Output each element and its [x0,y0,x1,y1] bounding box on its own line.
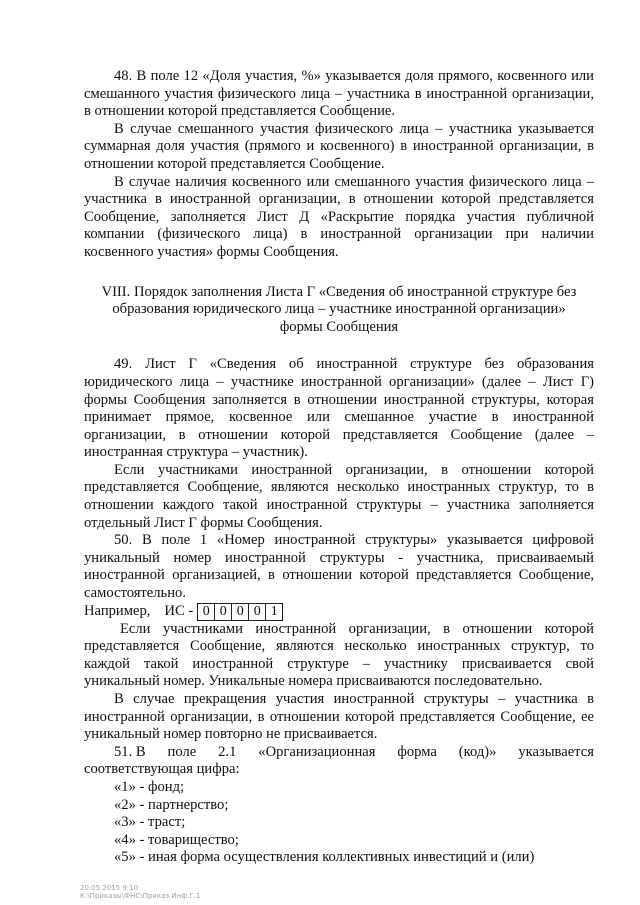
section-heading-viii [88,284,590,337]
digit-box: 0 [215,603,232,621]
section-heading-line: VIII. Порядок заполнения Листа Г «Сведения об иностранной структуре без [101,283,577,300]
section-heading-line: образования юридического лица – участнике иностранной организации» [112,301,566,318]
file-footer [80,884,200,900]
list-item: «1» - фонд; [114,778,185,795]
list-item: «5» - иная форма осуществления коллективных инвестиций и (или) [114,849,535,866]
paragraph-49: 49. Лист Г «Сведения об иностранной структуре без образования юридического лица – участнике иностранной организации» (далее – Лист Г) формы Сообщения заполняется в отношении иностранной структуры, которая принимает прямое, косвенное или смешанное участие в иностранной организации, в отношении которой представляется Сообщение (далее – иностранная структура – участник). [84,356,594,461]
paragraph-51-first-line [84,744,594,762]
p51-word: форма [397,743,437,760]
digit-box: 0 [249,603,266,621]
example-prefix: ИС - [164,602,194,619]
paragraph-50: 50. В поле 1 «Номер иностранной структуры» указывается цифровой уникальный номер иностранной структуры - участника, присваиваемый иностранной организацией, в отношении которой представляется Сообщение, самостоятельно. [84,532,594,602]
section-heading-line: формы Сообщения [279,318,399,335]
footer-timestamp: 20.05.2015 9:10 [80,884,139,892]
example-number [84,603,594,621]
paragraph-50-several: Если участниками иностранной организации, в отношении которой представляется Сообщение, являются несколько иностранных структур, то каждой такой иностранной структуре – участнику присваивается свой уникальный номер. Уникальные номера присваиваются последовательно. [84,620,594,690]
list-item: «4» - товарищество; [114,831,239,848]
digit-box: 0 [232,603,249,621]
paragraph-51-continuation: соответствующая цифра: [84,761,240,778]
list-item: «2» - партнерство; [114,796,229,813]
footer-path: К:\Приказы\ФНС\Приказ Инф.Г.1 [80,892,201,900]
p51-word: «Организационная [258,743,376,760]
paragraph-48-mixed: В случае смешанного участия физического лица – участника указывается суммарная доля участия (прямого и косвенного) в иностранной организации, в отношении которой представляется Сообщение. [84,120,594,172]
p51-word: (код)» [458,743,497,760]
paragraph-50-termination: В случае прекращения участия иностранной структуры – участника в иностранной организации, в отношении которой представляется Сообщение, ее уникальный номер повторно не присваивается. [84,691,594,743]
form-code-list [84,779,594,867]
p51-word: 51. В [114,743,146,760]
digit-box: 1 [266,603,283,621]
example-label: Например, [84,602,151,619]
digit-box: 0 [197,603,215,621]
p51-word: 2.1 [218,743,237,760]
paragraph-48: 48. В поле 12 «Доля участия, %» указывается доля прямого, косвенного или смешанного участия физического лица – участника в иностранной организации, в отношении которой представляется Сообщение. [84,68,594,120]
example-digit-boxes [197,603,283,621]
p51-word: поле [167,743,197,760]
list-item: «3» - траст; [114,814,186,831]
paragraph-49-several: Если участниками иностранной организации, в отношении которой представляется Сообщение, являются несколько иностранных структур, то в отношении каждого такой иностранной структуры – участника заполняется отдельный Лист Г формы Сообщения. [84,461,594,531]
document-page [84,68,594,867]
p51-word: указывается [518,743,594,760]
paragraph-48-indirect: В случае наличия косвенного или смешанного участия физического лица – участника в иностранной организации, в отношении которой представляется Сообщение, заполняется Лист Д «Раскрытие порядка участия публичной компании (физического лица) в иностранной организации при наличии косвенного участия» формы Сообщения. [84,173,594,260]
